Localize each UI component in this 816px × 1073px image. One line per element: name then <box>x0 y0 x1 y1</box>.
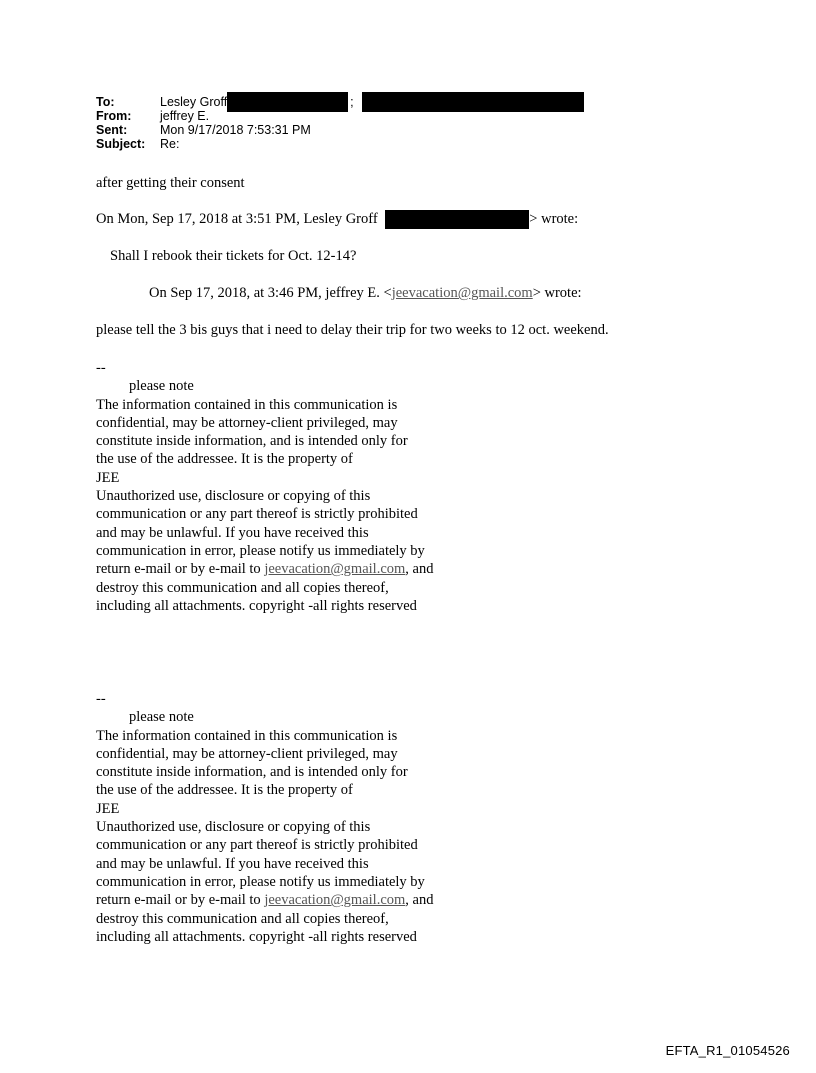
disclaimer-note: please note <box>129 709 194 726</box>
redaction-box <box>385 210 529 229</box>
disclaimer-line: communication in error, please notify us immediately by <box>96 873 425 890</box>
disclaimer-line: communication in error, please notify us immediately by <box>96 542 425 559</box>
disclaimer-line <box>96 891 433 909</box>
quote1-suffix: > wrote: <box>529 211 579 227</box>
disclaimer-line: communication or any part thereof is strictly prohibited <box>96 837 418 854</box>
disclaimer-line: constitute inside information, and is intended only for <box>96 433 408 450</box>
redaction-box <box>362 92 584 112</box>
redaction-box <box>227 92 348 112</box>
disclaimer-line: Unauthorized use, disclosure or copying of this <box>96 819 371 836</box>
disclaimer-email-link[interactable]: jeevacation@gmail.com <box>264 561 406 578</box>
disclaimer-line: JEE <box>96 469 120 486</box>
to-label: To: <box>96 95 115 109</box>
disclaimer-line: including all attachments. copyright -all rights reserved <box>96 928 417 945</box>
quote1-intro: On Mon, Sep 17, 2018 at 3:51 PM, Lesley Groff <box>96 211 378 227</box>
subject-row <box>96 137 584 151</box>
subject-label: Subject: <box>96 137 146 151</box>
disclaimer-line: and may be unlawful. If you have received this <box>96 524 369 541</box>
to-value: Lesley Groff <box>160 95 228 109</box>
disclaimer-line <box>96 560 433 578</box>
from-value: jeffrey E. <box>160 109 210 123</box>
disclaimer-email-link[interactable]: jeevacation@gmail.com <box>264 892 406 909</box>
disclaimer-line: destroy this communication and all copies thereof, <box>96 910 389 927</box>
disclaimer-line: The information contained in this communication is <box>96 396 398 413</box>
disclaimer-line: and may be unlawful. If you have received this <box>96 855 369 872</box>
disclaimer-line: Unauthorized use, disclosure or copying of this <box>96 488 371 505</box>
disclaimer-line-text: return e-mail or by e-mail to <box>96 561 265 578</box>
sent-row <box>96 123 584 137</box>
quote2-intro: On Sep 17, 2018, at 3:46 PM, jeffrey E. < <box>149 285 392 301</box>
disclaimer-line-text: , and <box>405 892 434 909</box>
reply-text: after getting their consent <box>96 175 245 191</box>
email-header <box>96 95 584 151</box>
disclaimer-line: destroy this communication and all copies thereof, <box>96 579 389 596</box>
disclaimer-line-text: , and <box>405 561 434 578</box>
quote1-header <box>96 210 578 229</box>
quote2-suffix: > wrote: <box>532 285 582 301</box>
to-separator: ; <box>350 95 354 109</box>
disclaimer-line: communication or any part thereof is strictly prohibited <box>96 506 418 523</box>
to-row <box>96 95 584 109</box>
disclaimer-line: constitute inside information, and is intended only for <box>96 764 408 781</box>
disclaimer-dash: -- <box>96 360 106 376</box>
from-label: From: <box>96 109 132 123</box>
quote2-email-link[interactable]: jeevacation@gmail.com <box>391 285 533 301</box>
disclaimer-line: including all attachments. copyright -all rights reserved <box>96 597 417 614</box>
sent-value: Mon 9/17/2018 7:53:31 PM <box>160 123 311 137</box>
disclaimer-dash: -- <box>96 691 106 707</box>
disclaimer-line: the use of the addressee. It is the property of <box>96 451 353 468</box>
bates-number: EFTA_R1_01054526 <box>665 1043 790 1058</box>
quote1-text: Shall I rebook their tickets for Oct. 12-14? <box>110 248 357 264</box>
disclaimer-block <box>96 359 433 615</box>
disclaimer-line: The information contained in this communication is <box>96 727 398 744</box>
disclaimer-line-text: return e-mail or by e-mail to <box>96 892 265 909</box>
sent-label: Sent: <box>96 123 128 137</box>
disclaimer-note: please note <box>129 378 194 395</box>
subject-value: Re: <box>160 137 180 151</box>
disclaimer-line: confidential, may be attorney-client privileged, may <box>96 414 398 431</box>
disclaimer-line: confidential, may be attorney-client privileged, may <box>96 745 398 762</box>
disclaimer-line: the use of the addressee. It is the property of <box>96 782 353 799</box>
quote2-header <box>149 284 582 302</box>
original-message: please tell the 3 bis guys that i need to delay their trip for two weeks to 12 oct. weekend. <box>96 322 609 338</box>
disclaimer-line: JEE <box>96 800 120 817</box>
disclaimer-block <box>96 690 433 946</box>
